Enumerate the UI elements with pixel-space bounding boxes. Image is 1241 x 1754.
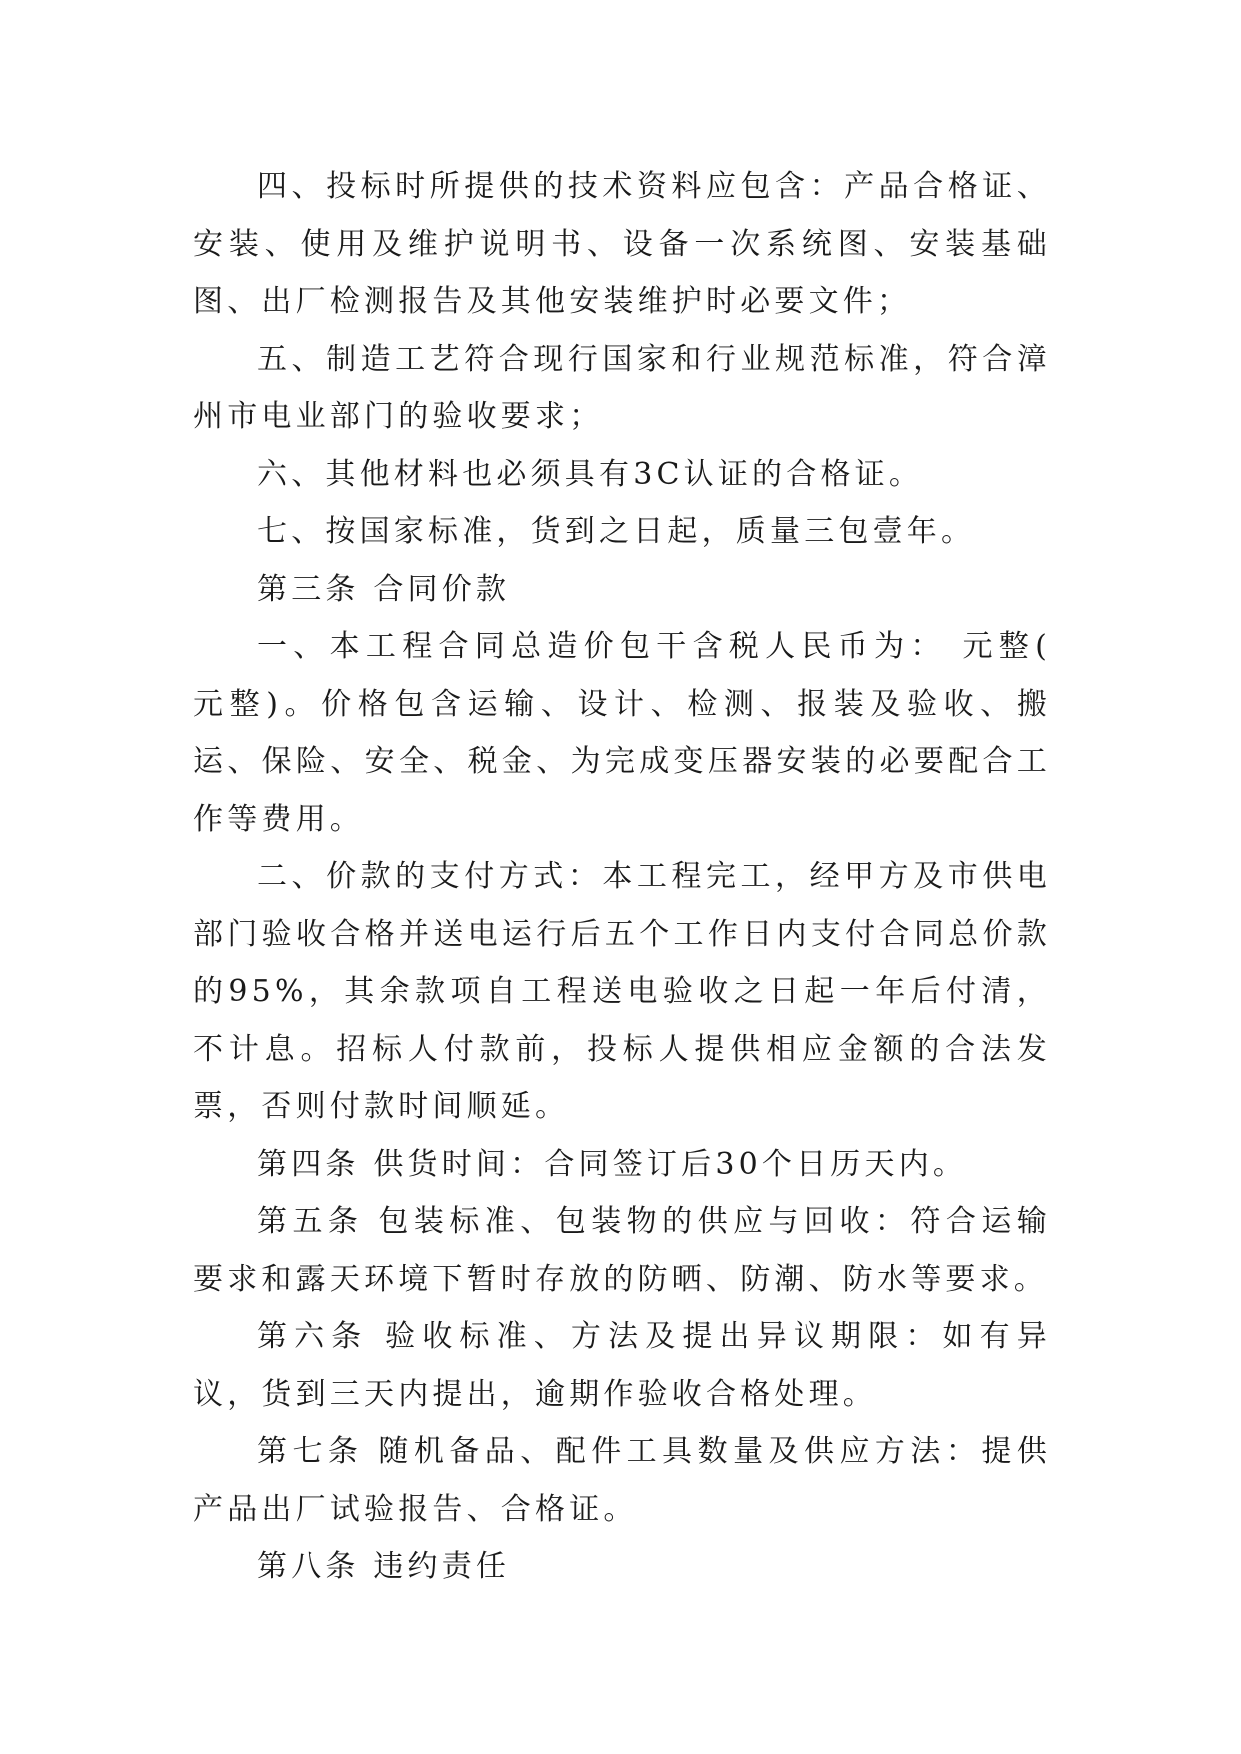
article-6-acceptance: 第六条 验收标准、方法及提出异议期限：如有异议，货到三天内提出，逾期作验收合格处理。: [193, 1319, 1051, 1412]
article-8-heading: 第八条 违约责任: [257, 1549, 511, 1584]
clause-total-price: 一、本工程合同总造价包干含税人民币为： 元整( 元整)。价格包含运输、设计、检测、报装及验收、搬运、保险、安全、税金、为完成变压器安装的必要配合工作等费用。: [193, 629, 1051, 837]
clause-warranty: 七、按国家标准，货到之日起，质量三包壹年。: [257, 514, 976, 549]
article-4-delivery-time: 第四条 供货时间：合同签订后30个日历天内。: [257, 1146, 968, 1182]
contract-body: [193, 158, 1051, 1596]
article-3-heading: 第三条 合同价款: [257, 571, 511, 607]
clause-tech-docs: 四、投标时所提供的技术资料应包含：产品合格证、安装、使用及维护说明书、设备一次系统图、安装基础图、出厂检测报告及其他安装维护时必要文件；: [193, 169, 1051, 319]
clause-manufacturing-standard: 五、制造工艺符合现行国家和行业规范标准，符合漳州市电业部门的验收要求；: [193, 341, 1051, 434]
article-5-packaging: 第五条 包装标准、包装物的供应与回收：符合运输要求和露天环境下暂时存放的防晒、防潮、防水等要求。: [193, 1204, 1051, 1297]
clause-payment-method: 二、价款的支付方式：本工程完工，经甲方及市供电部门验收合格并送电运行后五个工作日内支付合同总价款的95%，其余款项自工程送电验收之日起一年后付清，不计息。招标人付款前，投标人提供相应金额的合法发票，否则付款时间顺延。: [193, 859, 1051, 1124]
clause-3c-certification: 六、其他材料也必须具有3C认证的合格证。: [257, 456, 924, 492]
article-7-spare-parts: 第七条 随机备品、配件工具数量及供应方法：提供产品出厂试验报告、合格证。: [193, 1434, 1051, 1527]
